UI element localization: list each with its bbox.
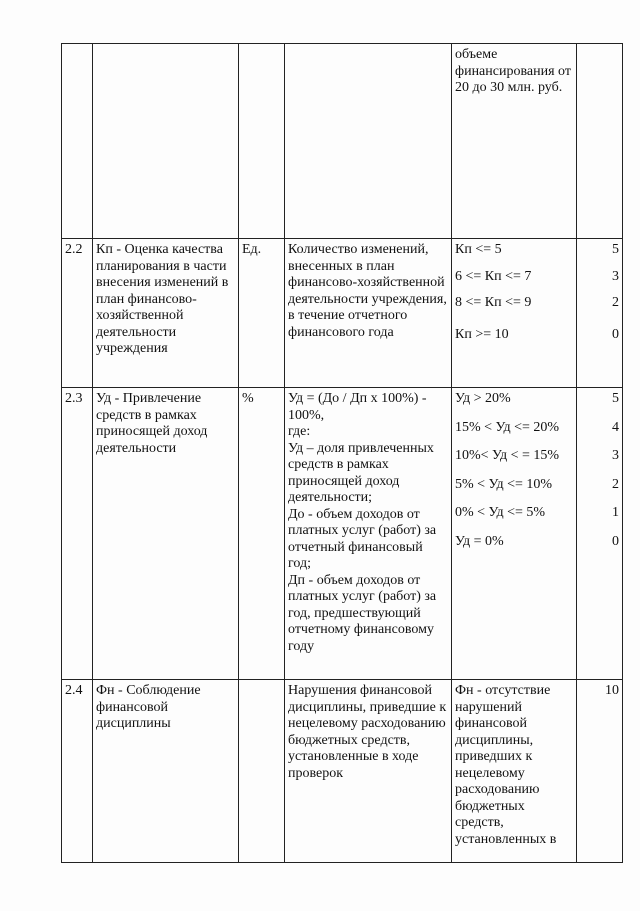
formula-cell xyxy=(285,388,452,680)
points-value: 3 xyxy=(612,268,619,284)
row-number: 2.3 xyxy=(62,388,93,680)
points-cell xyxy=(577,44,623,239)
points-value: 1 xyxy=(612,505,619,520)
row-number: 2.4 xyxy=(62,680,93,863)
conditions-cell xyxy=(452,239,577,388)
formula-cell: Количество изменений, внесенных в план финансово-хозяйственной деятельности учреждения, в течение отчетного финансового года xyxy=(285,239,452,388)
formula-line: где: xyxy=(288,424,311,439)
formula-line: Уд – доля привлеченных средств в рамках приносящей доход деятельности; xyxy=(288,440,434,505)
condition-text: объеме финансирования от 20 до 30 млн. руб. xyxy=(455,47,571,95)
condition-text: Кп <= 5 xyxy=(455,242,502,257)
points-value: 2 xyxy=(612,295,619,310)
indicator-name xyxy=(93,44,239,239)
formula-line: Дп - объем доходов от платных услуг (работ) за год, предшествующий отчетному финансовому году xyxy=(288,572,437,654)
condition-text: Уд = 0% xyxy=(455,533,504,549)
row-number: 2.2 xyxy=(62,239,93,388)
condition-text: 0% < Уд <= 5% xyxy=(455,505,546,520)
conditions-cell xyxy=(452,44,577,239)
unit-cell xyxy=(239,44,285,239)
points-cell xyxy=(577,680,623,863)
points-value: 5 xyxy=(612,391,619,406)
condition-text: 15% < Уд <= 20% xyxy=(455,419,560,435)
formula-cell xyxy=(285,44,452,239)
conditions-cell xyxy=(452,388,577,680)
points-cell xyxy=(577,239,623,388)
condition-text: 5% < Уд <= 10% xyxy=(455,476,553,492)
points-value: 4 xyxy=(612,419,619,435)
condition-text: 8 <= Кп <= 9 xyxy=(455,295,532,310)
conditions-cell xyxy=(452,680,577,863)
points-cell xyxy=(577,388,623,680)
condition-text: Фн - отсутствие нарушений финансовой дисциплины, приведших к нецелевому расходованию бюджетных средств, установленных в xyxy=(455,683,557,847)
indicator-name: Фн - Соблюдение финансовой дисциплины xyxy=(93,680,239,863)
points-value: 10 xyxy=(605,683,619,698)
table-row xyxy=(62,680,623,863)
points-value: 0 xyxy=(612,326,619,342)
table-row xyxy=(62,388,623,680)
unit-cell: Ед. xyxy=(239,239,285,388)
condition-text: Уд > 20% xyxy=(455,391,511,406)
condition-text: 10%< Уд < = 15% xyxy=(455,448,560,463)
points-value: 5 xyxy=(612,242,619,257)
table-row xyxy=(62,239,623,388)
condition-text: Кп >= 10 xyxy=(455,326,509,342)
formula-cell: Нарушения финансовой дисциплины, приведшие к нецелевому расходованию бюджетных средств, установленные в ходе проверок xyxy=(285,680,452,863)
condition-text: 6 <= Кп <= 7 xyxy=(455,268,532,284)
unit-cell xyxy=(239,680,285,863)
indicator-name: Уд - Привлечение средств в рамках приносящей доход деятельности xyxy=(93,388,239,680)
points-value: 3 xyxy=(612,448,619,463)
points-value: 0 xyxy=(612,533,619,549)
unit-cell: % xyxy=(239,388,285,680)
formula-line: Уд = (До / Дп х 100%) - 100%, xyxy=(288,391,427,423)
indicator-name: Кп - Оценка качества планирования в части внесения изменений в план финансово-хозяйственной деятельности учреждения xyxy=(93,239,239,388)
formula-line: До - объем доходов от платных услуг (работ) за отчетный финансовый год; xyxy=(288,506,437,571)
criteria-table xyxy=(61,43,623,863)
points-value: 2 xyxy=(612,476,619,492)
row-number xyxy=(62,44,93,239)
table-row xyxy=(62,44,623,239)
